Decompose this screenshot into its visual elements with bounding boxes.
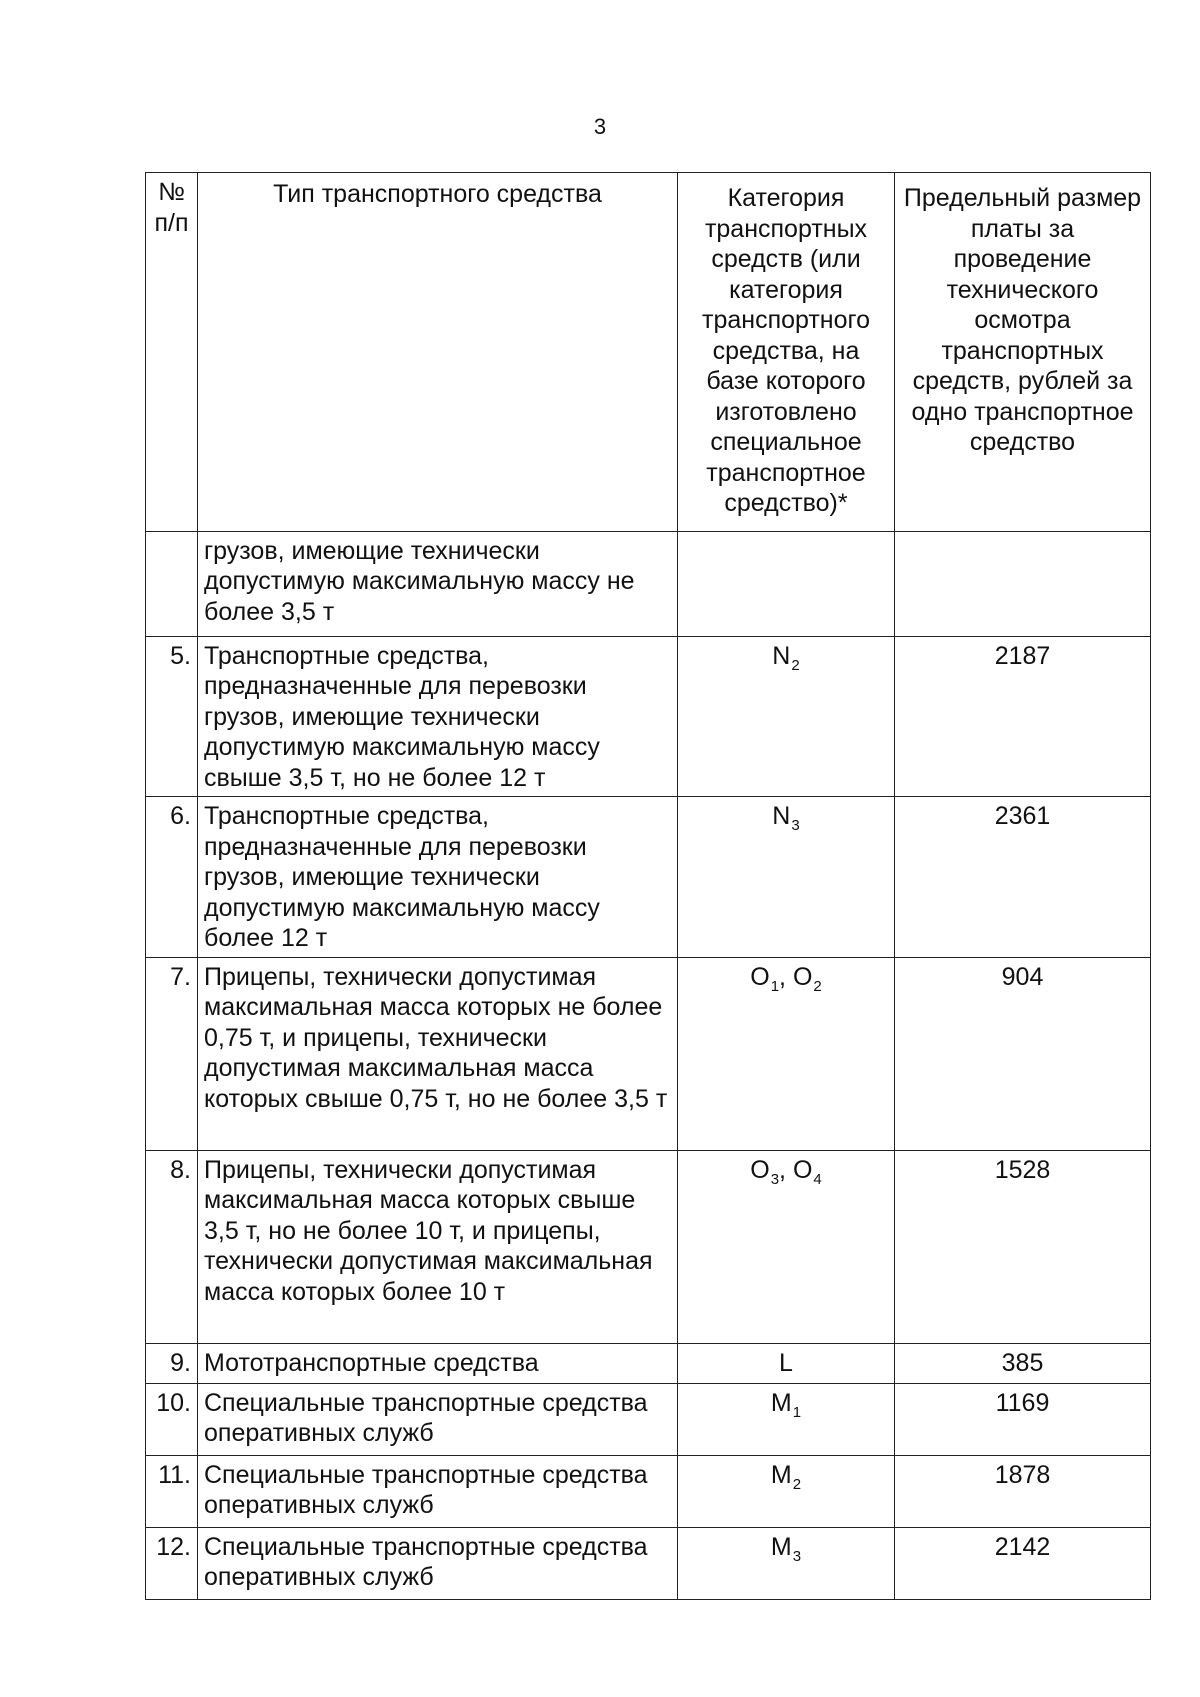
fee-value: 2187 [895, 636, 1151, 797]
fee-value: 1169 [895, 1383, 1151, 1455]
row-number: 7. [146, 957, 198, 1150]
category-subscript: 3 [792, 1547, 802, 1565]
category-letter: O [792, 962, 813, 991]
row-number [146, 531, 198, 636]
row-number: 12. [146, 1527, 198, 1599]
vehicle-type: Транспортные средства, предназначенные для перевозки грузов, имеющие технически допустимую максимальную массу более 12 т [198, 797, 678, 958]
vehicle-type: Специальные транспортные средства оперативных служб [198, 1455, 678, 1527]
category-subscript: 3 [791, 817, 800, 834]
fee-value: 1528 [895, 1150, 1151, 1343]
category-separator: , [779, 1155, 793, 1184]
vehicle-type: Транспортные средства, предназначенные для перевозки грузов, имеющие технически допустимую максимальную массу свыше 3,5 т, но не более 12 т [198, 636, 678, 797]
header-num: № п/п [146, 173, 198, 532]
table-row [146, 531, 1151, 636]
header-fee: Предельный размер платы за проведение технического осмотра транспортных средств, рублей за одно транспортное средство [895, 173, 1151, 532]
row-number: 6. [146, 797, 198, 958]
fee-value: 385 [895, 1343, 1151, 1383]
category-letter: M [770, 1460, 792, 1489]
vehicle-category [678, 1383, 895, 1455]
category-letter: O [750, 962, 770, 991]
category-subscript: 2 [791, 656, 800, 674]
vehicle-category [678, 1527, 895, 1599]
table-row [146, 636, 1151, 797]
table-header-row [146, 173, 1151, 532]
fee-value: 1878 [895, 1455, 1151, 1527]
fee-value: 2142 [895, 1527, 1151, 1599]
row-number: 10. [146, 1383, 198, 1455]
category-letter: N [772, 802, 791, 830]
table-row [146, 1527, 1151, 1599]
category-subscript: 2 [792, 1475, 802, 1493]
category-subscript: 3 [770, 1170, 780, 1188]
category-letter: N [772, 641, 791, 670]
category-letter: O [792, 1155, 813, 1184]
category-subscript: 2 [813, 977, 822, 995]
fee-table-body [146, 173, 1151, 1600]
vehicle-type: Специальные транспортные средства оперативных служб [198, 1527, 678, 1599]
row-number: 8. [146, 1150, 198, 1343]
row-number: 5. [146, 636, 198, 797]
vehicle-category [678, 636, 895, 797]
category-subscript: 1 [770, 977, 780, 995]
vehicle-category [678, 1150, 895, 1343]
category-letter: M [770, 1388, 792, 1417]
fee-value: 2361 [895, 797, 1151, 958]
vehicle-type: Мототранспортные средства [198, 1343, 678, 1383]
fee-value [895, 531, 1151, 636]
category-letter: O [750, 1155, 770, 1184]
category-letter: L [779, 1348, 793, 1377]
table-row [146, 797, 1151, 958]
category-subscript: 4 [813, 1170, 822, 1188]
header-type: Тип транспортного средства [198, 173, 678, 532]
table-row [146, 1150, 1151, 1343]
table-row [146, 1383, 1151, 1455]
vehicle-type: грузов, имеющие технически допустимую максимальную массу не более 3,5 т [198, 531, 678, 636]
vehicle-type: Специальные транспортные средства оперативных служб [198, 1383, 678, 1455]
vehicle-category [678, 797, 895, 958]
vehicle-category [678, 957, 895, 1150]
vehicle-category [678, 1343, 895, 1383]
category-letter: M [770, 1532, 792, 1561]
category-subscript: 1 [792, 1403, 802, 1421]
page-number: 3 [593, 114, 607, 139]
fee-table [145, 172, 1151, 1600]
row-number: 9. [146, 1343, 198, 1383]
vehicle-type: Прицепы, технически допустимая максимальная масса которых не более 0,75 т, и прицепы, технически допустимая максимальная масса которых свыше 0,75 т, но не более 3,5 т [198, 957, 678, 1150]
vehicle-category [678, 531, 895, 636]
vehicle-category [678, 1455, 895, 1527]
category-separator: , [779, 962, 793, 991]
row-number: 11. [146, 1455, 198, 1527]
fee-value: 904 [895, 957, 1151, 1150]
table-row [146, 957, 1151, 1150]
header-category: Категория транспортных средств (или категория транспортного средства, на базе которого изготовлено специальное транспортное средство)* [678, 173, 895, 532]
table-row [146, 1343, 1151, 1383]
vehicle-type: Прицепы, технически допустимая максимальная масса которых свыше 3,5 т, но не более 10 т, и прицепы, технически допустимая максимальная масса которых более 10 т [198, 1150, 678, 1343]
table-row [146, 1455, 1151, 1527]
